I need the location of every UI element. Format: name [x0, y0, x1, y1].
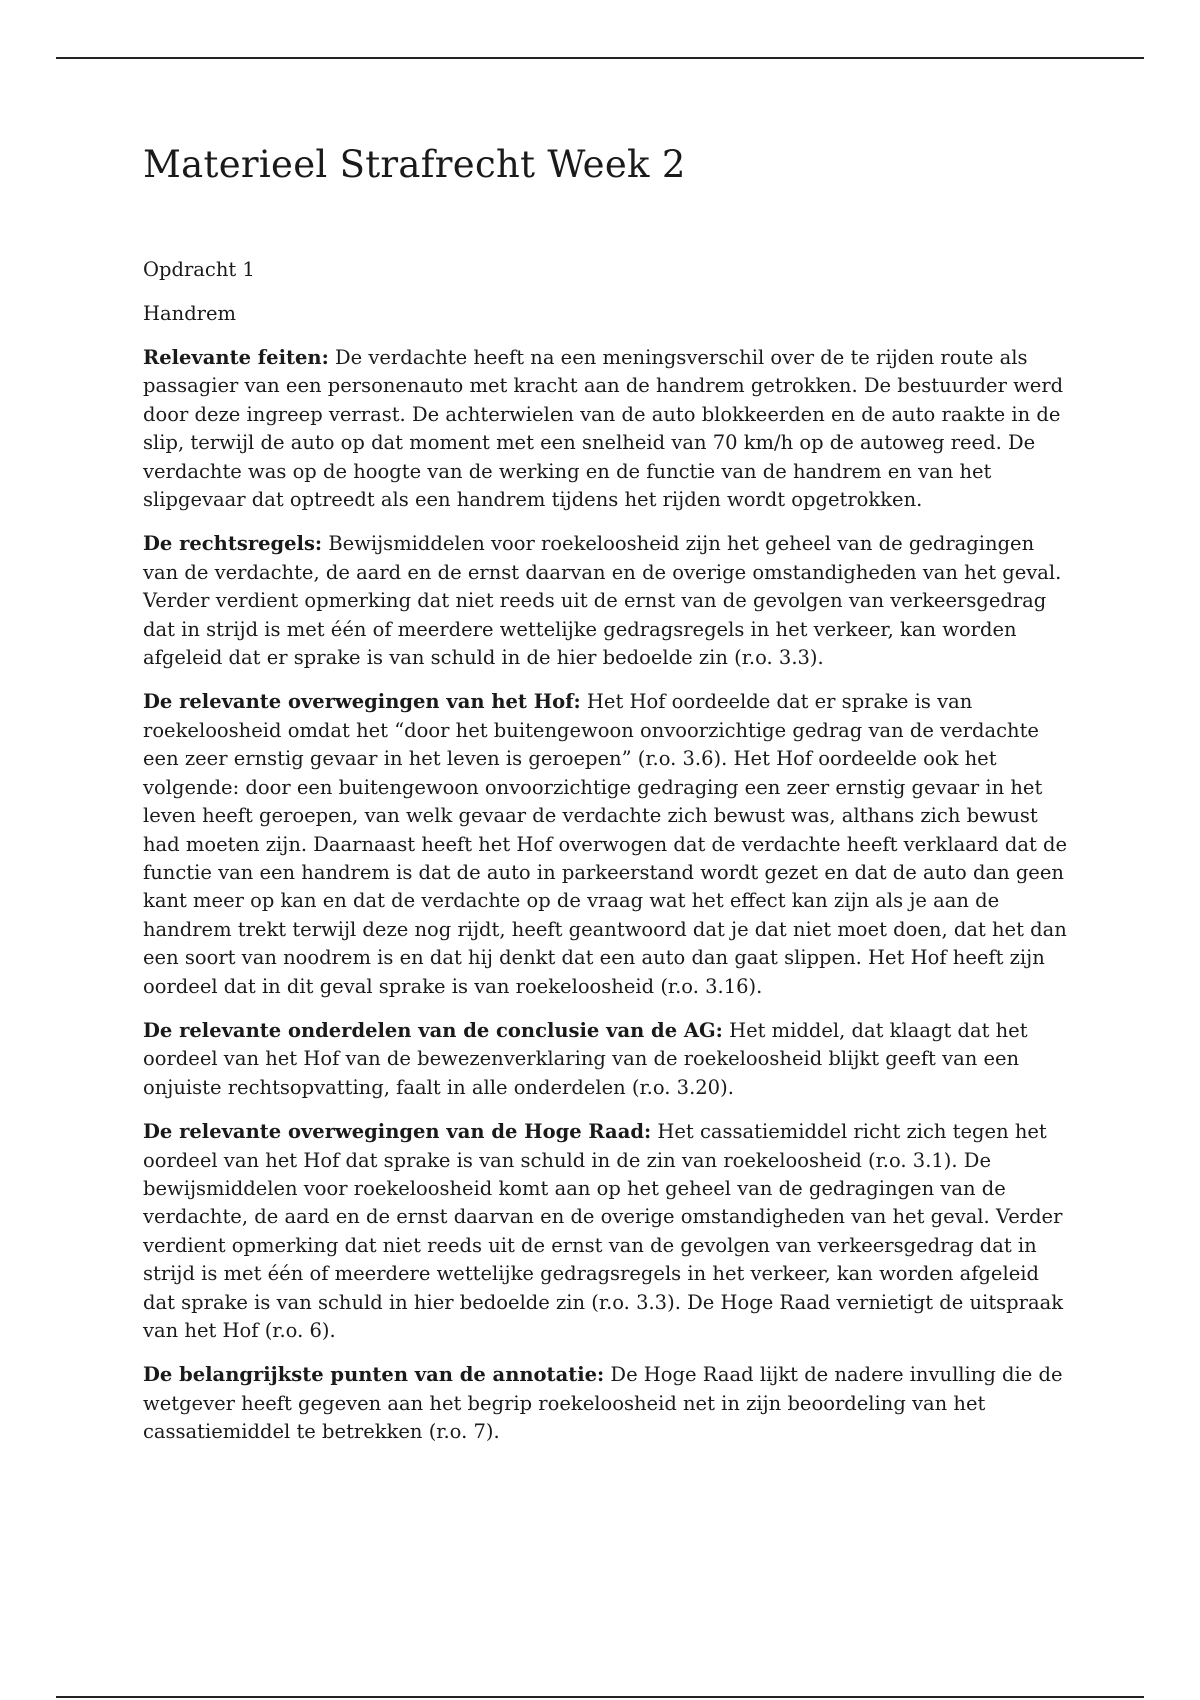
- document-body: [143, 138, 1073, 1447]
- section-label: De relevante overwegingen van de Hoge Raad:: [143, 1120, 652, 1144]
- assignment-heading: Opdracht 1: [143, 258, 255, 281]
- section-text: Het Hof oordeelde dat er sprake is van roekeloosheid omdat het “door het buitengewoon onvoorzichtige gedrag van de verdachte een zeer ernstig gevaar in het leven is geroepen” (r.o. 3.6). Het Hof oordeelde ook het volgende: door een buitengewoon onvoorzichtige gedraging een zeer ernstig gevaar in het leven heeft geroepen, van welk gevaar de verdachte zich bewust was, althans zich bewust had moeten zijn. Daarnaast heeft het Hof overwogen dat de verdachte heeft verklaard dat de functie van een handrem is dat de auto in parkeerstand wordt gezet en dat de auto dan geen kant meer op kan en dat de verdachte op de vraag wat het effect kan zijn als je aan de handrem trekt terwijl deze nog rijdt, heeft geantwoord dat je dat niet moet doen, dat het dan een soort van noodrem is en dat hij denkt dat een auto dan gaat slippen. Het Hof heeft zijn oordeel dat in dit geval sprake is van roekeloosheid (r.o. 3.16).: [143, 690, 1068, 998]
- section-relevante-feiten: [143, 344, 1073, 514]
- section-overwegingen-hof: [143, 688, 1073, 1000]
- section-label: De relevante overwegingen van het Hof:: [143, 690, 581, 714]
- section-text: De Hoge Raad lijkt de nadere invulling die de wetgever heeft gegeven aan het begrip roekeloosheid net in zijn beoordeling van het cassatiemiddel te betrekken (r.o. 7).: [143, 1363, 1063, 1444]
- section-conclusie-ag: [143, 1017, 1073, 1102]
- section-label: De belangrijkste punten van de annotatie:: [143, 1363, 605, 1387]
- document-title: Materieel Strafrecht Week 2: [143, 143, 686, 186]
- section-overwegingen-hoge-raad: [143, 1118, 1073, 1345]
- top-divider: [56, 57, 1144, 59]
- case-subject: Handrem: [143, 302, 237, 325]
- section-text: Het cassatiemiddel richt zich tegen het oordeel van het Hof dat sprake is van schuld in de zin van roekeloosheid (r.o. 3.1). De bewijsmiddelen voor roekeloosheid komt aan op het geheel van de gedragingen van de verdachte, de aard en de ernst daarvan en de overige omstandigheden van het geval. Verder verdient opmerking dat niet reeds uit de ernst van de gevolgen van verkeersgedrag dat in strijd is met één of meerdere wettelijke gedragsregels in het verkeer, kan worden afgeleid dat sprake is van schuld in hier bedoelde zin (r.o. 3.3). De Hoge Raad vernietigt de uitspraak van het Hof (r.o. 6).: [143, 1120, 1064, 1342]
- section-label: De rechtsregels:: [143, 532, 323, 556]
- bottom-divider: [56, 1696, 1144, 1698]
- section-annotatie: [143, 1361, 1073, 1446]
- section-rechtsregels: [143, 530, 1073, 672]
- section-text: Het middel, dat klaagt dat het oordeel van het Hof van de bewezenverklaring van de roekeloosheid blijkt geeft van een onjuiste rechtsopvatting, faalt in alle onderdelen (r.o. 3.20).: [143, 1018, 1028, 1099]
- section-label: Relevante feiten:: [143, 346, 329, 369]
- section-text: Bewijsmiddelen voor roekeloosheid zijn het geheel van de gedragingen van de verdachte, de aard en de ernst daarvan en de overige omstandigheden van het geval. Verder verdient opmerking dat niet reeds uit de ernst van de gevolgen van verkeersgedrag dat in strijd is met één of meerdere wettelijke gedragsregels in het verkeer, kan worden afgeleid dat er sprake is van schuld in de hier bedoelde zin (r.o. 3.3).: [143, 532, 1062, 670]
- section-label: De relevante onderdelen van de conclusie van de AG:: [143, 1018, 723, 1042]
- section-text: De verdachte heeft na een meningsverschil over de te rijden route als passagier van een personenauto met kracht aan de handrem getrokken. De bestuurder werd door deze ingreep verrast. De achterwielen van de auto blokkeerden en de auto raakte in de slip, terwijl de auto op dat moment met een snelheid van 70 km/h op de autoweg reed. De verdachte was op de hoogte van de werking en de functie van de handrem en van het slipgevaar dat optreedt als een handrem tijdens het rijden wordt opgetrokken.: [143, 346, 1064, 512]
